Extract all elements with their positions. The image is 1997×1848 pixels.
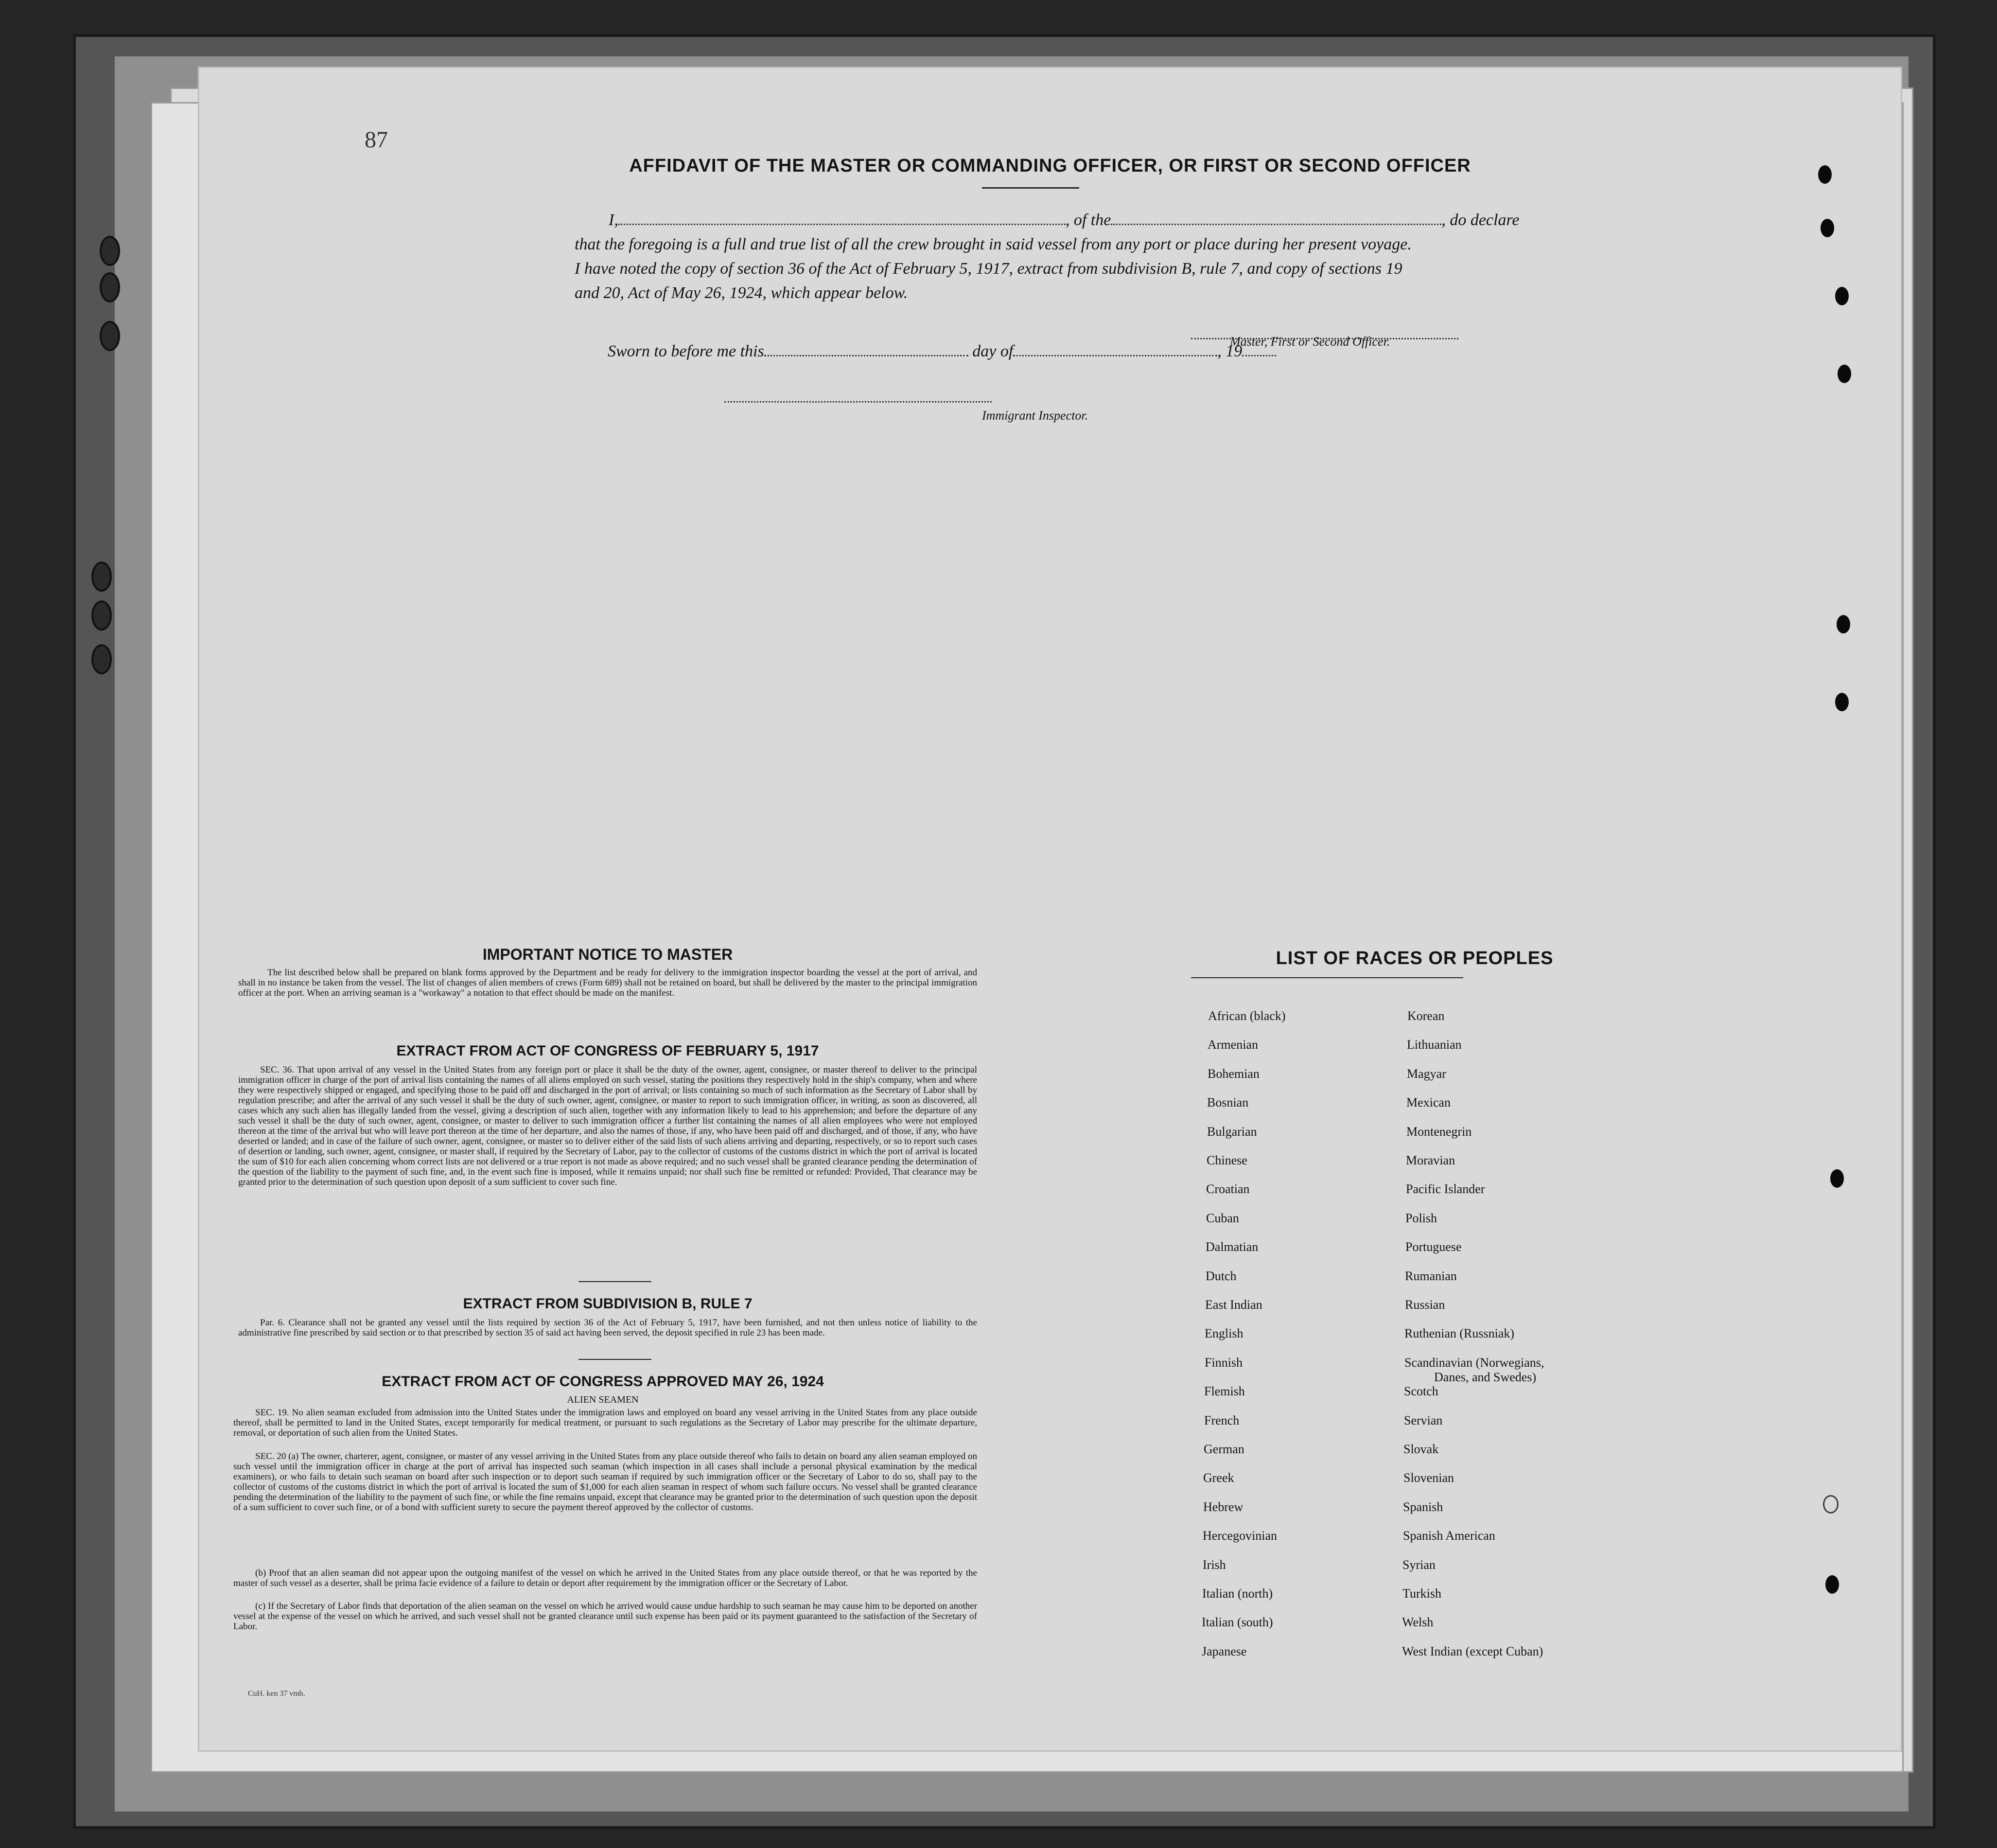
race-item: Spanish American [1403, 1529, 1495, 1543]
day-of-text: day of [972, 342, 1014, 360]
race-item: Lithuanian [1407, 1038, 1462, 1052]
affidavit-line3: I have noted the copy of section 36 of the Act of February 5, 1917, extract from subdivision B, rule 7, and copy of sections 19 [575, 260, 1402, 278]
page-number: 87 [365, 127, 388, 153]
signature-caption: Master, First or Second Officer. [1230, 334, 1390, 349]
race-item: Moravian [1406, 1153, 1455, 1167]
race-item: Italian (south) [1202, 1615, 1273, 1629]
sec20c-body: (c) If the Secretary of Labor finds that deportation of the alien seaman on the vessel on which he arrived would cause undue hardship to such seaman he may cause him to be deported on another vessel at the expense of the vessel on which he arrived, and such vessel shall not be granted clearance until such expense has been paid or its payment guaranteed to the satisfaction of the Secretary of Labor. [233, 1601, 977, 1632]
binder-ring-icon [100, 272, 120, 302]
year-text: , 19 [1217, 342, 1243, 360]
race-item: Greek [1203, 1471, 1234, 1485]
race-item: Montenegrin [1406, 1125, 1472, 1139]
race-item-continuation: Danes, and Swedes) [1434, 1370, 1537, 1384]
punch-hole-icon [1837, 615, 1850, 634]
race-item: Armenian [1208, 1038, 1258, 1052]
affidavit-line1 [575, 209, 1707, 231]
subdivision-b-body: Par. 6. Clearance shall not be granted any vessel until the lists required by section 36 of the Act of February 5, 1917, have been furnished, and not then unless notice of liability to the administrative fine prescribed by said section or to that prescribed by section 35 of said act having been served, the deposit specified in rule 23 has been made. [238, 1318, 977, 1338]
inspector-signature-blank [724, 387, 992, 403]
section-divider [578, 1281, 651, 1282]
affidavit-i: I, [609, 211, 618, 229]
race-item: African (black) [1208, 1009, 1286, 1023]
extract-1924-subtitle: ALIEN SEAMEN [567, 1394, 639, 1405]
punch-hole-icon [1823, 1495, 1839, 1514]
race-item: Slovenian [1403, 1471, 1454, 1485]
race-item: Ruthenian (Russniak) [1404, 1326, 1515, 1340]
race-item: English [1205, 1326, 1244, 1340]
vessel-blank [1111, 209, 1441, 225]
punch-hole-icon [1830, 1169, 1844, 1188]
race-item: Irish [1203, 1558, 1226, 1572]
race-item: Hebrew [1203, 1500, 1244, 1514]
race-item: Chinese [1207, 1153, 1247, 1167]
affidavit-title: AFFIDAVIT OF THE MASTER OR COMMANDING OFFICER, OR FIRST OR SECOND OFFICER [629, 156, 1471, 176]
race-item: Japanese [1202, 1644, 1247, 1658]
race-item: Scotch [1404, 1384, 1438, 1398]
sworn-text: Sworn to before me this [608, 342, 764, 360]
punch-hole-icon [1838, 365, 1851, 383]
races-underline [1191, 977, 1463, 978]
race-item: Polish [1405, 1211, 1437, 1225]
section-divider [578, 1359, 651, 1360]
punch-hole-icon [1825, 1575, 1839, 1594]
sworn-day-blank [764, 340, 968, 356]
race-item: Croatian [1206, 1182, 1250, 1196]
affidavit-line2: that the foregoing is a full and true list of all the crew brought in said vessel from any port or place during her present voyage. [575, 235, 1412, 253]
binder-ring-icon [91, 562, 112, 592]
race-item: West Indian (except Cuban) [1402, 1644, 1543, 1658]
printer-note: CuH. ken 37 vmb. [248, 1690, 305, 1698]
binder-ring-icon [91, 600, 112, 631]
race-item: Portuguese [1405, 1240, 1462, 1254]
race-item: Russian [1405, 1298, 1445, 1312]
month-blank [1013, 340, 1217, 356]
manifest-page [199, 68, 1901, 1750]
race-item: Dalmatian [1206, 1240, 1259, 1254]
race-item: Magyar [1407, 1067, 1446, 1081]
race-item: Bosnian [1207, 1095, 1249, 1109]
binder-ring-icon [100, 236, 120, 266]
sec20b-body: (b) Proof that an alien seaman did not appear upon the outgoing manifest of the vessel on which he arrived in the United States from any place outside thereof, or that he was reported by the master of such vessel as a deserter, shall be prima facie evidence of a failure to detain or deport after requirement by the immigration officer or the Secretary of Labor. [233, 1568, 977, 1588]
race-item: Hercegovinian [1203, 1529, 1278, 1543]
punch-hole-icon [1835, 287, 1849, 305]
punch-hole-icon [1821, 219, 1834, 237]
extract-1917-title: EXTRACT FROM ACT OF CONGRESS OF FEBRUARY 5, 1917 [396, 1043, 819, 1059]
race-item: Pacific Islander [1406, 1182, 1485, 1196]
sec20a-body: SEC. 20 (a) The owner, charterer, agent, consignee, or master of any vessel arriving in the United States from any place outside thereof who fails to detain on board any alien seaman employed on such vessel until the immigration officer in charge at the port of arrival has inspected such seaman (which inspection in all cases shall include a personal physical examination by the medical examiners), or who fails to detain such seaman on board after such inspection or to deport such seaman if required by such immigration officer or the Secretary of Labor to do so, shall pay to the collector of customs of the customs district in which the port of arrival is located the sum of $1,000 for each alien seaman in respect of whom such failure occurs. No vessel shall be granted clearance pending the determination of the liability to the payment of such fine, or while the fine remains unpaid, except that clearance may be granted prior to the determination of such question upon the deposit of a sum sufficient to cover such fine, or of a bond with sufficient surety to secure the payment thereof approved by the collector of customs. [233, 1451, 977, 1513]
notice-body: The list described below shall be prepared on blank forms approved by the Department and be ready for delivery to the immigration inspector boarding the vessel at the port of arrival, and shall in no instance be taken from the vessel. The list of changes of alien members of crews (Form 689) shall not be retained on board, but shall be delivered by the master to the principal immigration officer at the port. When an arriving seaman is a "workaway" a notation to that effect should be made on the manifest. [238, 968, 977, 998]
race-item: East Indian [1205, 1298, 1262, 1312]
sec19-body: SEC. 19. No alien seaman excluded from admission into the United States under the immigration laws and employed on board any vessel arriving in the United States from any place outside thereof, shall be permitted to land in the United States, except temporarily for medical treatment, or pursuant to such regulations as the Secretary of Labor may prescribe for the ultimate departure, removal, or deportation of such alien from the United States. [233, 1408, 977, 1438]
year-blank [1242, 340, 1276, 356]
race-item: Dutch [1206, 1269, 1237, 1283]
notice-title: IMPORTANT NOTICE TO MASTER [482, 946, 733, 963]
race-item: Korean [1407, 1009, 1445, 1023]
race-item: Cuban [1206, 1211, 1239, 1225]
binder-ring-icon [100, 321, 120, 351]
race-item: Syrian [1402, 1558, 1436, 1572]
race-item: Mexican [1406, 1095, 1451, 1109]
race-item: Servian [1404, 1413, 1443, 1427]
name-blank [618, 209, 1066, 225]
race-item: Scandinavian (Norwegians, [1404, 1355, 1544, 1370]
punch-hole-icon [1835, 693, 1849, 711]
race-item: Bohemian [1208, 1067, 1260, 1081]
race-item: French [1204, 1413, 1240, 1427]
race-item: Bulgarian [1207, 1125, 1257, 1139]
race-item: Turkish [1402, 1586, 1441, 1601]
race-item: Finnish [1205, 1355, 1243, 1370]
affidavit-line4: and 20, Act of May 26, 1924, which appear below. [575, 284, 908, 302]
race-item: Slovak [1403, 1442, 1439, 1456]
extract-1917-body: SEC. 36. That upon arrival of any vessel in the United States from any foreign port or place it shall be the duty of the owner, agent, consignee, or master thereof to deliver to the principal immigration officer in charge of the port of arrival lists containing the names of all aliens employed on such vessel, stating the positions they respectively hold in the ship's company, when and where they were respectively shipped or engaged, and specifying those to be paid off and discharged in the port of arrival; or lists containing so much of such information as the Secretary of Labor shall by regulation prescribe; and after the arrival of any such vessel it shall be the duty of such owner, agent, consignee, or master to report to such immigration officer, in writing, as soon as discovered, all cases which any such alien has illegally landed from the vessel, giving a description of such alien, together with any information likely to lead to his apprehension; and before the departure of any such vessel it shall be the duty of such owner, agent, consignee, or master to deliver to such immigration officer a further list containing the names of all alien employees who were not employed thereon at the time of the arrival but who will leave port thereon at the time of her departure, and also the names of those, if any, who have been paid off and discharged, and of those, if any, who have deserted or landed; and in case of the failure of such owner, agent, consignee, or master so to deliver either of the said lists of such aliens arriving and departing, respectively, or so to report such cases of desertion or landing, such owner, agent, consignee, or master shall, if required by the Secretary of Labor, pay to the collector of customs of the customs district in which the port of arrival is located the sum of $10 for each alien concerning whom correct lists are not delivered or a true report is not made as above required; and no such vessel shall be granted clearance pending the determination of the question of the liability to the payment of such fine, and, in the event such fine is imposed, while it remains unpaid; nor shall such fine be remitted or refunded: Provided, That clearance may be granted prior to the determination of such question upon deposit of a sum sufficient to cover such fine. [238, 1065, 977, 1187]
affidavit-declare: , do declare [1441, 211, 1520, 229]
sworn-line [608, 340, 1276, 363]
extract-1924-title: EXTRACT FROM ACT OF CONGRESS APPROVED MAY 26, 1924 [382, 1373, 824, 1390]
subdivision-b-title: EXTRACT FROM SUBDIVISION B, RULE 7 [463, 1296, 753, 1312]
race-item: Spanish [1403, 1500, 1443, 1514]
race-item: Flemish [1204, 1384, 1245, 1398]
binder-ring-icon [91, 644, 112, 674]
race-item: German [1204, 1442, 1244, 1456]
races-title: LIST OF RACES OR PEOPLES [1276, 948, 1554, 968]
inspector-caption: Immigrant Inspector. [982, 408, 1088, 422]
race-item: Welsh [1402, 1615, 1434, 1629]
race-item: Rumanian [1405, 1269, 1457, 1283]
race-item: Italian (north) [1202, 1586, 1273, 1601]
title-underline [982, 187, 1079, 189]
affidavit-of-the: , of the [1065, 211, 1111, 229]
